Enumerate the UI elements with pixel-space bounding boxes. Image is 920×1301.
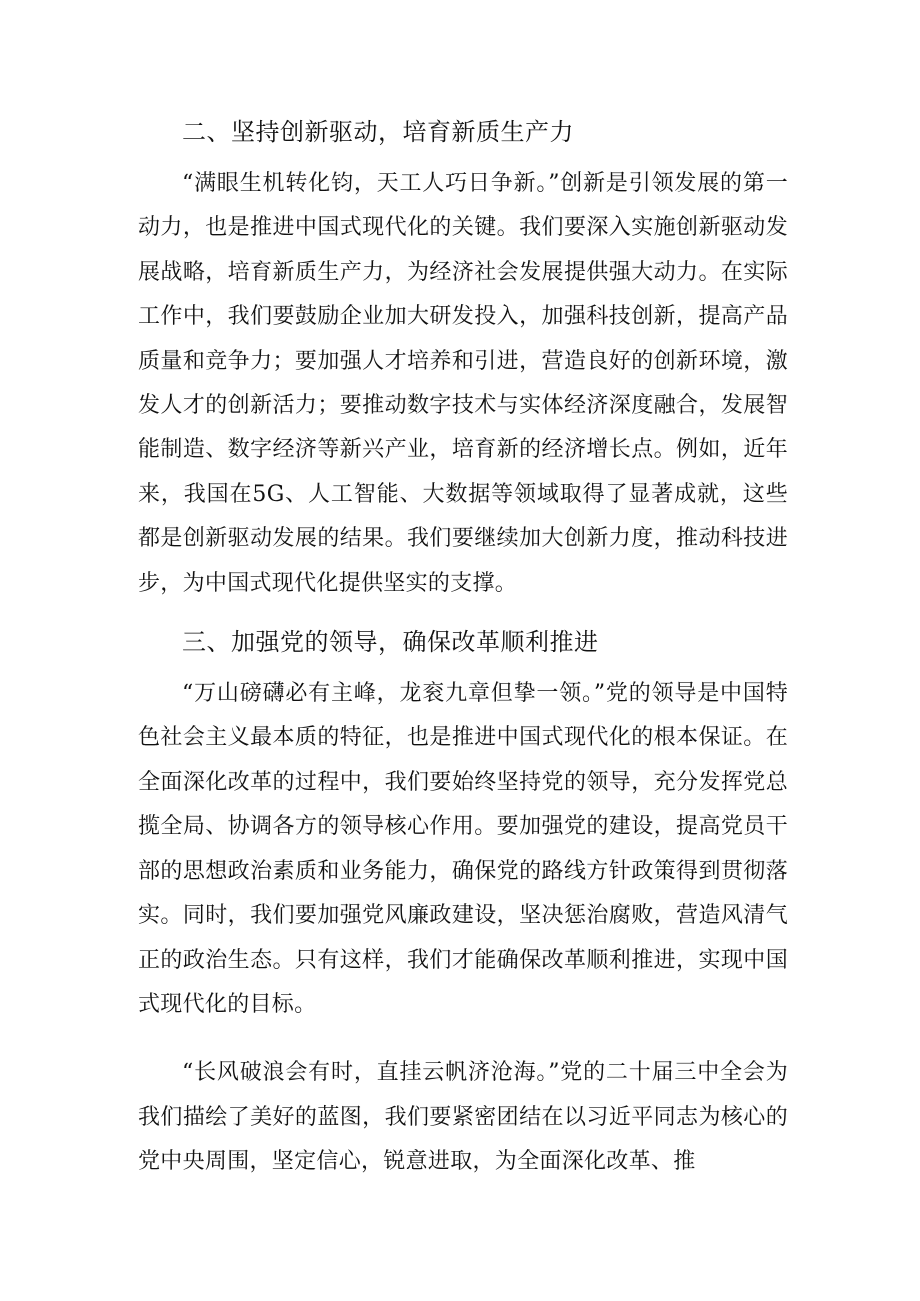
section-paragraph-party-leadership: “万山磅礴必有主峰，龙衮九章但挚一领。”党的领导是中国特色社会主义最本质的特征，也是推进中国式现代化的根本保证。在全面深化改革的过程中，我们要始终坚持党的领导，充分发挥党总揽全局、协调各方的领导核心作用。要加强党的建设，提高党员干部的思想政治素质和业务能力，确保党的路线方针政策得到贯彻落实。同时，我们要加强党风廉政建设，坚决惩治腐败，营造风清气正的政治生态。只有这样，我们才能确保改革顺利推进，实现中国式现代化的目标。 — [138, 681, 788, 1017]
section-heading-party-leadership: 三、加强党的领导，确保改革顺利推进 — [182, 628, 599, 657]
spacer — [138, 1027, 788, 1051]
section-paragraph-innovation: “满眼生机转化钧，天工人巧日争新。”创新是引领发展的第一动力，也是推进中国式现代化的关键。我们要深入实施创新驱动发展战略，培育新质生产力，为经济社会发展提供强大动力。在实际工作中，我们要鼓励企业加大研发投入，加强科技创新，提高产品质量和竞争力；要加强人才培养和引进，营造良好的创新环境，激发人才的创新活力；要推动数字技术与实体经济深度融合，发展智能制造、数字经济等新兴产业，培育新的经济增长点。例如，近年来，我国在5G、人工智能、大数据等领域取得了显著成就，这些都是创新驱动发展的结果。我们要继续加大创新力度，推动科技进步，为中国式现代化提供坚实的支撑。 — [138, 171, 788, 596]
closing-paragraph: “长风破浪会有时，直挂云帆济沧海。”党的二十届三中全会为我们描绘了美好的蓝图，我们要紧密团结在以习近平同志为核心的党中央周围，坚定信心，锐意进取，为全面深化改革、推 — [138, 1060, 788, 1175]
spacer — [138, 606, 788, 618]
document-body — [138, 108, 788, 1185]
section-heading-innovation: 二、坚持创新驱动，培育新质生产力 — [182, 118, 574, 146]
